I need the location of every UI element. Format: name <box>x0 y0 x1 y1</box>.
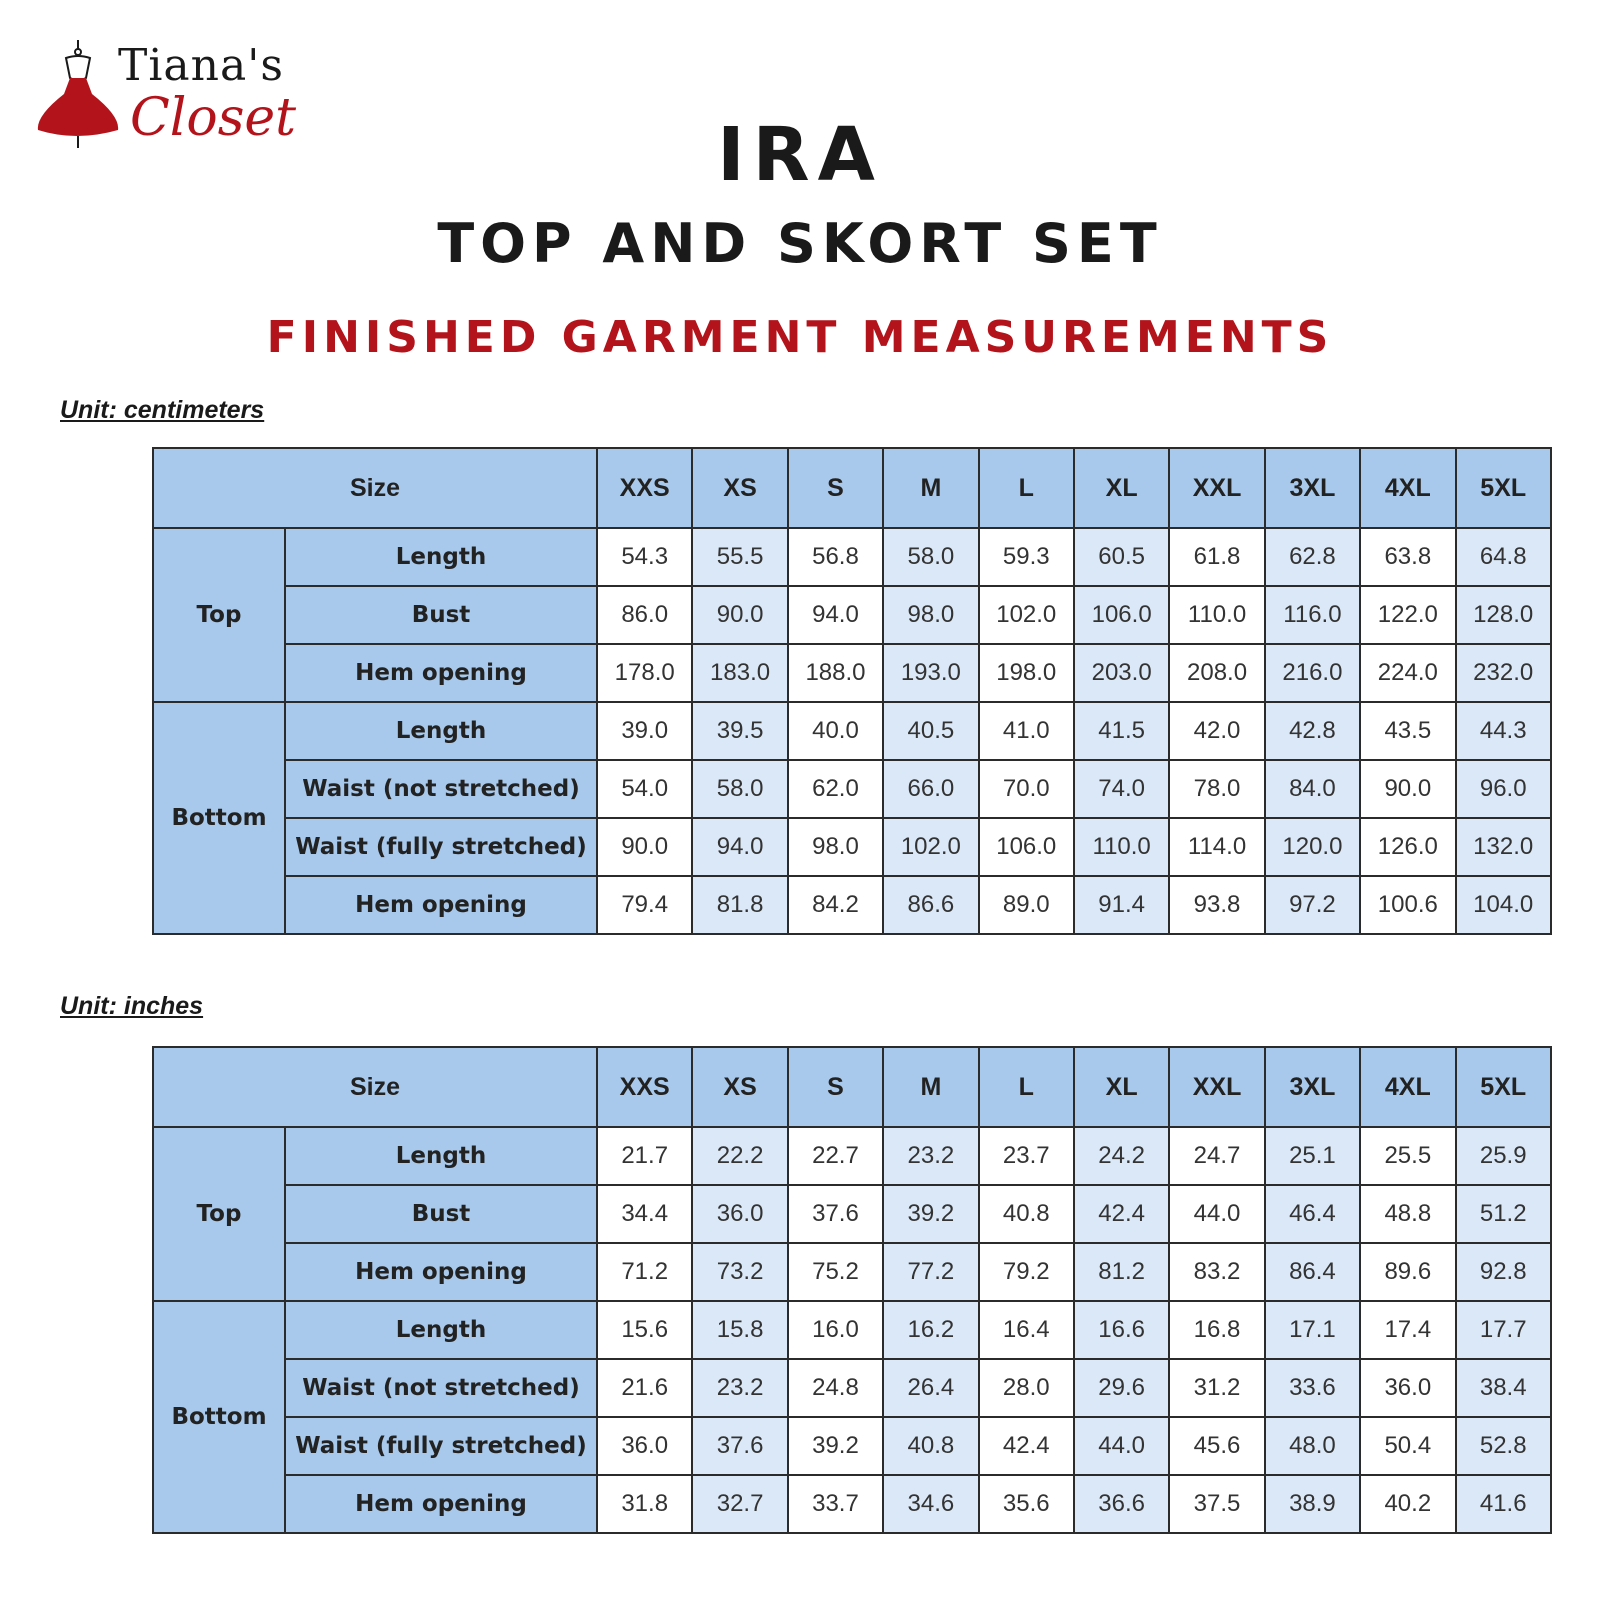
measurement-value: 106.0 <box>1074 586 1169 644</box>
measurement-value: 183.0 <box>692 644 787 702</box>
size-column-header: XS <box>692 1047 787 1127</box>
measurement-value: 100.6 <box>1360 876 1455 934</box>
measurement-label: Waist (not stretched) <box>285 1359 597 1417</box>
measurement-value: 64.8 <box>1456 528 1551 586</box>
measurement-value: 37.5 <box>1169 1475 1264 1533</box>
measurement-value: 37.6 <box>692 1417 787 1475</box>
measurement-value: 43.5 <box>1360 702 1455 760</box>
measurement-value: 78.0 <box>1169 760 1264 818</box>
measurement-value: 48.0 <box>1265 1417 1360 1475</box>
measurement-value: 46.4 <box>1265 1185 1360 1243</box>
measurement-value: 36.0 <box>597 1417 692 1475</box>
measurement-value: 40.8 <box>979 1185 1074 1243</box>
measurement-value: 66.0 <box>883 760 978 818</box>
measurement-value: 104.0 <box>1456 876 1551 934</box>
unit-label-cm: Unit: centimeters <box>60 396 265 424</box>
size-column-header: 3XL <box>1265 1047 1360 1127</box>
table-row <box>153 528 1551 586</box>
measurement-value: 42.0 <box>1169 702 1264 760</box>
measurement-value: 38.4 <box>1456 1359 1551 1417</box>
measurement-value: 90.0 <box>692 586 787 644</box>
size-column-header: S <box>788 448 883 528</box>
size-column-header: S <box>788 1047 883 1127</box>
measurement-value: 29.6 <box>1074 1359 1169 1417</box>
measurement-value: 77.2 <box>883 1243 978 1301</box>
measurement-value: 51.2 <box>1456 1185 1551 1243</box>
measurement-value: 58.0 <box>692 760 787 818</box>
measurement-value: 75.2 <box>788 1243 883 1301</box>
measurement-value: 203.0 <box>1074 644 1169 702</box>
measurement-value: 23.7 <box>979 1127 1074 1185</box>
size-column-header: M <box>883 1047 978 1127</box>
measurement-value: 89.6 <box>1360 1243 1455 1301</box>
measurement-value: 44.3 <box>1456 702 1551 760</box>
measurement-value: 26.4 <box>883 1359 978 1417</box>
measurement-value: 208.0 <box>1169 644 1264 702</box>
measurement-value: 54.3 <box>597 528 692 586</box>
size-table-cm <box>152 447 1552 935</box>
measurement-label: Length <box>285 1301 597 1359</box>
size-column-header: XXS <box>597 448 692 528</box>
group-label: Bottom <box>153 1301 285 1533</box>
measurement-value: 58.0 <box>883 528 978 586</box>
measurement-label: Hem opening <box>285 1475 597 1533</box>
measurement-value: 36.0 <box>692 1185 787 1243</box>
table-row <box>153 644 1551 702</box>
measurement-value: 120.0 <box>1265 818 1360 876</box>
measurement-value: 41.5 <box>1074 702 1169 760</box>
measurement-value: 16.2 <box>883 1301 978 1359</box>
measurement-value: 62.8 <box>1265 528 1360 586</box>
measurement-value: 40.8 <box>883 1417 978 1475</box>
measurement-value: 97.2 <box>1265 876 1360 934</box>
measurement-value: 106.0 <box>979 818 1074 876</box>
measurement-value: 15.8 <box>692 1301 787 1359</box>
measurement-value: 33.6 <box>1265 1359 1360 1417</box>
measurement-value: 128.0 <box>1456 586 1551 644</box>
size-column-header: L <box>979 448 1074 528</box>
measurement-value: 86.0 <box>597 586 692 644</box>
size-column-header: XL <box>1074 448 1169 528</box>
measurement-value: 55.5 <box>692 528 787 586</box>
measurement-value: 40.2 <box>1360 1475 1455 1533</box>
measurement-value: 94.0 <box>788 586 883 644</box>
measurement-value: 54.0 <box>597 760 692 818</box>
table-row <box>153 1475 1551 1533</box>
measurement-value: 16.6 <box>1074 1301 1169 1359</box>
measurement-value: 70.0 <box>979 760 1074 818</box>
measurement-value: 39.2 <box>788 1417 883 1475</box>
measurement-value: 31.8 <box>597 1475 692 1533</box>
brand-name-line1: Tiana's <box>118 40 284 91</box>
measurement-value: 74.0 <box>1074 760 1169 818</box>
size-column-header: 4XL <box>1360 448 1455 528</box>
measurement-value: 59.3 <box>979 528 1074 586</box>
measurement-label: Hem opening <box>285 1243 597 1301</box>
size-column-header: XXL <box>1169 448 1264 528</box>
measurement-value: 96.0 <box>1456 760 1551 818</box>
measurement-value: 178.0 <box>597 644 692 702</box>
measurement-value: 33.7 <box>788 1475 883 1533</box>
measurement-value: 52.8 <box>1456 1417 1551 1475</box>
table-row <box>153 1243 1551 1301</box>
measurement-value: 41.0 <box>979 702 1074 760</box>
measurement-value: 16.4 <box>979 1301 1074 1359</box>
measurement-value: 89.0 <box>979 876 1074 934</box>
measurement-value: 42.4 <box>979 1417 1074 1475</box>
measurement-value: 50.4 <box>1360 1417 1455 1475</box>
measurement-value: 84.0 <box>1265 760 1360 818</box>
measurement-value: 35.6 <box>979 1475 1074 1533</box>
measurement-value: 193.0 <box>883 644 978 702</box>
measurement-value: 31.2 <box>1169 1359 1264 1417</box>
measurement-value: 16.8 <box>1169 1301 1264 1359</box>
measurement-label: Length <box>285 528 597 586</box>
measurement-value: 44.0 <box>1074 1417 1169 1475</box>
measurement-value: 93.8 <box>1169 876 1264 934</box>
measurement-value: 102.0 <box>979 586 1074 644</box>
table-row <box>153 1185 1551 1243</box>
measurement-value: 98.0 <box>788 818 883 876</box>
size-column-header: XXS <box>597 1047 692 1127</box>
measurement-value: 36.0 <box>1360 1359 1455 1417</box>
measurement-value: 42.8 <box>1265 702 1360 760</box>
measurement-label: Waist (fully stretched) <box>285 818 597 876</box>
table-row <box>153 760 1551 818</box>
measurement-value: 17.7 <box>1456 1301 1551 1359</box>
measurement-value: 81.8 <box>692 876 787 934</box>
measurement-value: 22.7 <box>788 1127 883 1185</box>
measurement-value: 98.0 <box>883 586 978 644</box>
measurement-value: 34.4 <box>597 1185 692 1243</box>
size-column-header: XS <box>692 448 787 528</box>
measurement-value: 114.0 <box>1169 818 1264 876</box>
measurement-value: 48.8 <box>1360 1185 1455 1243</box>
measurement-value: 17.1 <box>1265 1301 1360 1359</box>
size-column-header: 5XL <box>1456 1047 1551 1127</box>
measurement-label: Length <box>285 702 597 760</box>
measurement-value: 56.8 <box>788 528 883 586</box>
measurement-value: 71.2 <box>597 1243 692 1301</box>
measurement-value: 79.2 <box>979 1243 1074 1301</box>
measurement-value: 24.7 <box>1169 1127 1264 1185</box>
measurement-value: 24.8 <box>788 1359 883 1417</box>
measurement-value: 132.0 <box>1456 818 1551 876</box>
measurement-value: 90.0 <box>597 818 692 876</box>
size-column-header: M <box>883 448 978 528</box>
section-heading: FINISHED GARMENT MEASUREMENTS <box>266 312 1334 363</box>
measurement-value: 41.6 <box>1456 1475 1551 1533</box>
measurement-value: 110.0 <box>1169 586 1264 644</box>
measurement-value: 24.2 <box>1074 1127 1169 1185</box>
measurement-value: 86.6 <box>883 876 978 934</box>
measurement-value: 63.8 <box>1360 528 1455 586</box>
table-row <box>153 702 1551 760</box>
product-subtitle: TOP AND SKORT SET <box>437 212 1163 275</box>
measurement-label: Waist (not stretched) <box>285 760 597 818</box>
measurement-value: 61.8 <box>1169 528 1264 586</box>
measurement-value: 39.0 <box>597 702 692 760</box>
measurement-value: 45.6 <box>1169 1417 1264 1475</box>
measurement-value: 188.0 <box>788 644 883 702</box>
measurement-label: Hem opening <box>285 644 597 702</box>
table-row <box>153 876 1551 934</box>
product-title: IRA <box>717 112 883 198</box>
measurement-value: 32.7 <box>692 1475 787 1533</box>
measurement-value: 81.2 <box>1074 1243 1169 1301</box>
table-row <box>153 1417 1551 1475</box>
measurement-value: 73.2 <box>692 1243 787 1301</box>
size-column-header: 3XL <box>1265 448 1360 528</box>
measurement-value: 16.0 <box>788 1301 883 1359</box>
measurement-value: 224.0 <box>1360 644 1455 702</box>
measurement-value: 42.4 <box>1074 1185 1169 1243</box>
measurement-value: 34.6 <box>883 1475 978 1533</box>
group-label: Top <box>153 528 285 702</box>
measurement-value: 60.5 <box>1074 528 1169 586</box>
measurement-value: 62.0 <box>788 760 883 818</box>
measurement-value: 21.6 <box>597 1359 692 1417</box>
measurement-value: 92.8 <box>1456 1243 1551 1301</box>
measurement-value: 28.0 <box>979 1359 1074 1417</box>
measurement-value: 21.7 <box>597 1127 692 1185</box>
unit-label-in: Unit: inches <box>60 992 204 1020</box>
measurement-value: 90.0 <box>1360 760 1455 818</box>
measurement-value: 22.2 <box>692 1127 787 1185</box>
measurement-value: 110.0 <box>1074 818 1169 876</box>
size-table-in <box>152 1046 1552 1534</box>
group-label: Top <box>153 1127 285 1301</box>
measurement-value: 216.0 <box>1265 644 1360 702</box>
size-column-header: XL <box>1074 1047 1169 1127</box>
measurement-label: Bust <box>285 1185 597 1243</box>
size-column-header: XXL <box>1169 1047 1264 1127</box>
measurement-value: 15.6 <box>597 1301 692 1359</box>
measurement-value: 25.1 <box>1265 1127 1360 1185</box>
measurement-value: 83.2 <box>1169 1243 1264 1301</box>
size-column-header: 5XL <box>1456 448 1551 528</box>
size-column-header: 4XL <box>1360 1047 1455 1127</box>
measurement-value: 86.4 <box>1265 1243 1360 1301</box>
measurement-value: 232.0 <box>1456 644 1551 702</box>
measurement-value: 91.4 <box>1074 876 1169 934</box>
measurement-value: 39.5 <box>692 702 787 760</box>
measurement-label: Bust <box>285 586 597 644</box>
measurement-value: 44.0 <box>1169 1185 1264 1243</box>
brand-name-line2: Closet <box>130 88 297 148</box>
table-row <box>153 1301 1551 1359</box>
measurement-label: Hem opening <box>285 876 597 934</box>
measurement-value: 37.6 <box>788 1185 883 1243</box>
measurement-value: 25.9 <box>1456 1127 1551 1185</box>
measurement-value: 40.5 <box>883 702 978 760</box>
measurement-value: 23.2 <box>692 1359 787 1417</box>
measurement-value: 38.9 <box>1265 1475 1360 1533</box>
measurement-value: 23.2 <box>883 1127 978 1185</box>
measurement-label: Length <box>285 1127 597 1185</box>
measurement-value: 102.0 <box>883 818 978 876</box>
measurement-value: 122.0 <box>1360 586 1455 644</box>
table-row <box>153 1127 1551 1185</box>
size-header: Size <box>153 1047 597 1127</box>
measurement-value: 36.6 <box>1074 1475 1169 1533</box>
measurement-value: 84.2 <box>788 876 883 934</box>
measurement-value: 126.0 <box>1360 818 1455 876</box>
table-row <box>153 818 1551 876</box>
measurement-value: 94.0 <box>692 818 787 876</box>
size-header: Size <box>153 448 597 528</box>
measurement-label: Waist (fully stretched) <box>285 1417 597 1475</box>
measurement-value: 17.4 <box>1360 1301 1455 1359</box>
size-column-header: L <box>979 1047 1074 1127</box>
measurement-value: 198.0 <box>979 644 1074 702</box>
measurement-value: 40.0 <box>788 702 883 760</box>
measurement-value: 25.5 <box>1360 1127 1455 1185</box>
measurement-value: 79.4 <box>597 876 692 934</box>
table-row <box>153 586 1551 644</box>
table-row <box>153 1359 1551 1417</box>
measurement-value: 116.0 <box>1265 586 1360 644</box>
measurement-value: 39.2 <box>883 1185 978 1243</box>
group-label: Bottom <box>153 702 285 934</box>
